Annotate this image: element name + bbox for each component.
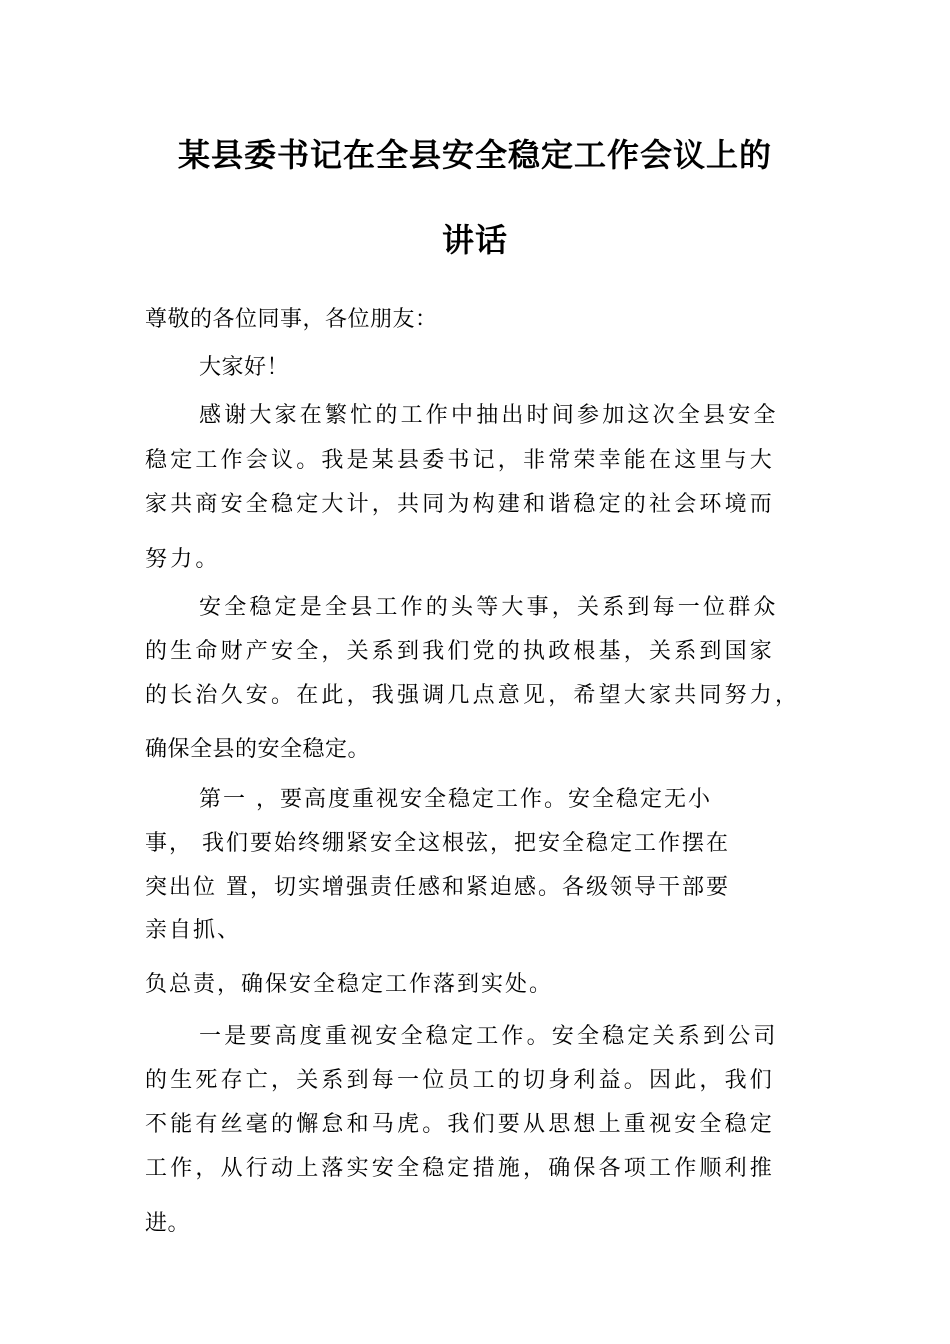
paragraph-3-line: 突出位 置，切实增强责任感和紧迫感。各级领导干部要 — [145, 875, 730, 900]
greeting: 大家好！ — [199, 355, 290, 380]
paragraph-2-line: 的生命财产安全，关系到我们党的执政根基，关系到国家 — [145, 639, 776, 664]
paragraph-4-line: 工作，从行动上落实安全稳定措施，确保各项工作顺利推 — [145, 1156, 776, 1181]
paragraph-4-line: 进。 — [145, 1211, 191, 1236]
paragraph-4-line: 不能有丝毫的懈怠和马虎。我们要从思想上重视安全稳定 — [145, 1112, 776, 1137]
paragraph-1-line: 努力。 — [145, 547, 221, 572]
document-title-line-2: 讲话 — [441, 221, 508, 259]
paragraph-4-line: 一是要高度重视安全稳定工作。安全稳定关系到公司 — [199, 1024, 779, 1049]
paragraph-2-line: 安全稳定是全县工作的头等大事，关系到每一位群众 — [199, 595, 779, 620]
paragraph-1-line: 家共商安全稳定大计，共同为构建和谐稳定的社会环境而 — [145, 492, 776, 517]
paragraph-2-line: 确保全县的安全稳定。 — [145, 737, 371, 762]
salutation: 尊敬的各位同事，各位朋友： — [145, 307, 438, 332]
paragraph-3-line: 负总责，确保安全稳定工作落到实处。 — [145, 972, 554, 997]
paragraph-3-line: 第一 ，要高度重视安全稳定工作。安全稳定无小 — [199, 787, 712, 812]
paragraph-3-line: 亲自抓、 — [145, 918, 242, 943]
paragraph-3-line: 事， 我们要始终绷紧安全这根弦，把安全稳定工作摆在 — [145, 831, 730, 856]
paragraph-2-line: 的长治久安。在此，我强调几点意见，希望大家共同努力， — [145, 683, 801, 708]
paragraph-1-line: 稳定工作会议。我是某县委书记，非常荣幸能在这里与大 — [145, 448, 776, 473]
paragraph-1-line: 感谢大家在繁忙的工作中抽出时间参加这次全县安全 — [199, 403, 779, 428]
document-title-line-1: 某县委书记在全县安全稳定工作会议上的 — [177, 136, 772, 174]
paragraph-4-line: 的生死存亡，关系到每一位员工的切身利益。因此，我们 — [145, 1068, 776, 1093]
